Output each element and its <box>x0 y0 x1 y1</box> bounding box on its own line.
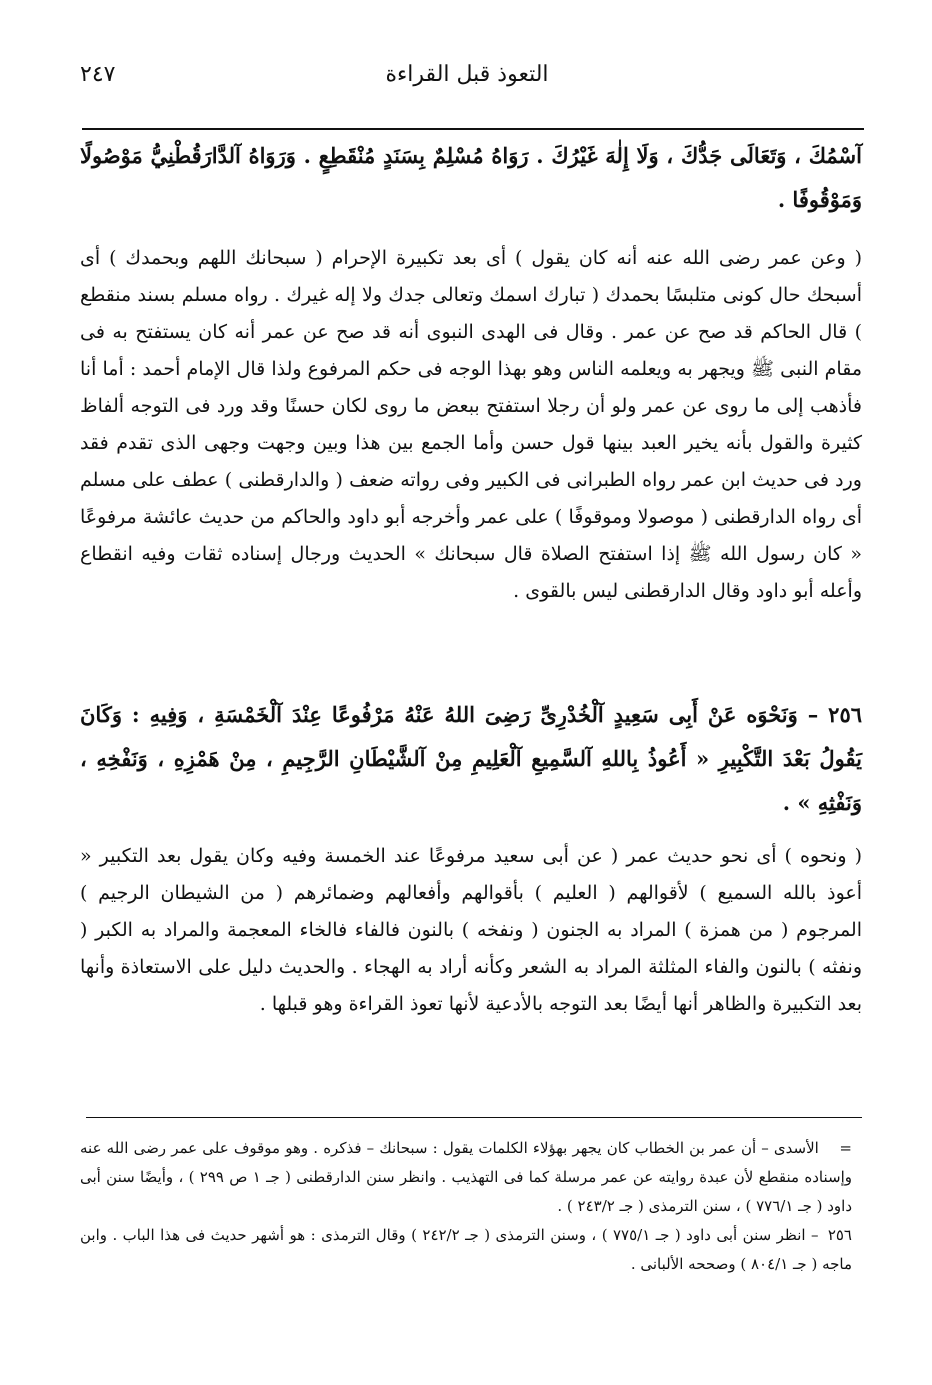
header-rule <box>82 128 864 130</box>
page-number: ٢٤٧ <box>80 62 116 87</box>
footnote-text: الأسدى – أن عمر بن الخطاب كان يجهر بهؤلاء الكلمات يقول : سبحانك – فذكره . وهو موقوف على عمر رضى الله عنه وإسناده منقطع لأن عبدة روايته عن عمر مرسلة كما فى التهذيب . وانظر سنن الدارقطنى ( جـ ١ ص ٢٩٩ ) ، وأيضًا سنن أبى داود ( جـ ٧٧٦/١ ) ، سنن الترمذى ( جـ ٢٤٣/٢ ) . <box>80 1139 852 1215</box>
commentary-2-text: ( ونحوه ) أى نحو حديث عمر ( عن أبى سعيد مرفوعًا عند الخمسة وفيه وكان يقول بعد التكبير « أعوذ بالله السميع ) لأقوالهم ( العليم ) بأقوالهم وأفعالهم وضمائرهم ( من الشيطان الرجيم ) المرجوم ( من همزة ) المراد به الجنون ( ونفخه ) بالنون فالفاء فالخاء المعجمة والمراد به الكبر ( ونفثه ) بالنون والفاء المثلثة المراد به الشعر وكأنه أراد به الهجاء . والحديث دليل على الاستعاذة وأنها بعد التكبيرة والظاهر أنها أيضًا بعد التوجه بالأدعية لأنها تعوذ القراءة وهو قبلها . <box>80 845 862 1015</box>
chapter-title: التعوذ قبل القراءة <box>385 62 549 87</box>
footnotes <box>80 1134 852 1279</box>
hadith-tail-text: آسْمُكَ ، وَتَعَالَى جَدُّكَ ، وَلَا إِلٰهَ غَيْرُكَ . رَوَاهُ مُسْلِمٌ بِسَنَدٍ مُنْقَطِعٍ . وَرَوَاهُ آلدَّارَقُطْنِيُّ مَوْصُولًا وَمَوْقُوفًا . <box>80 143 862 212</box>
footnote-rule <box>86 1117 862 1118</box>
footnote-256 <box>80 1221 852 1279</box>
running-header <box>80 62 854 102</box>
commentary-block-1 <box>80 240 862 610</box>
footnote-continuation <box>80 1134 852 1221</box>
hadith-256-number: ٢٥٦ <box>828 702 863 727</box>
commentary-block-2 <box>80 838 862 1023</box>
hadith-tail-block <box>80 134 862 222</box>
commentary-1-text: ( وعن عمر رضى الله عنه أنه كان يقول ) أى بعد تكبيرة الإحرام ( سبحانك اللهم وبحمدك ) أى أسبحك حال كونى متلبسًا بحمدك ( تبارك اسمك وتعالى جدك ولا إله غيرك . رواه مسلم بسند منقطع ) قال الحاكم قد صح عن عمر . وقال فى الهدى النبوى أنه قد صح عن عمر أنه كان يستفتح به فى مقام النبى ﷺ ويجهر به ويعلمه الناس وهو بهذا الوجه فى حكم المرفوع ولذا قال الإمام أحمد : أما أنا فأذهب إلى ما روى عن عمر ولو أن رجلا استفتح ببعض ما روى لكان حسنًا وقد ورد فى التوجه ألفاظ كثيرة والقول بأنه يخير العبد بينها قول حسن وأما الجمع بين هذا وبين وجهت وجهى الذى تقدم فقد ورد فى حديث ابن عمر رواه الطبرانى فى الكبير وفى رواته ضعف ( والدارقطنى ) عطف على مسلم أى رواه الدارقطنى ( موصولا وموقوفًا ) على عمر وأخرجه أبو داود والحاكم من حديث عائشة مرفوعًا « كان رسول الله ﷺ إذا استفتح الصلاة قال سبحانك » الحديث ورجال إسناده ثقات وفيه انقطاع وأعله أبو داود وقال الدارقطنى ليس بالقوى . <box>80 247 862 602</box>
hadith-256-text: – وَنَحْوَه عَنْ أَبِى سَعِيدٍ آلْخُدْرِىِّ رَضِىَ اللهُ عَنْهُ مَرْفُوعًا عِنْدَ آلْخَمْسَةِ ، وَفِيهِ : وَكَانَ يَقُولُ بَعْدَ التَّكْبِيرِ « أَعُوذُ بِاللهِ آلسَّمِيعِ آلْعَلِيمِ مِنْ آلشَّيْطَانِ الرَّجِيمِ ، مِنْ هَمْزِهِ ، وَنَفْخِهِ ، وَنَفْثِهِ » . <box>80 702 862 815</box>
footnote-mark: ٢٥٦ <box>827 1226 852 1244</box>
hadith-256-block <box>80 693 862 825</box>
footnote-text: – انظر سنن أبى داود ( جـ ٧٧٥/١ ) ، وسنن الترمذى ( جـ ٢٤٢/٢ ) وقال الترمذى : هو أشهر حديث فى هذا الباب . وابن ماجه ( جـ ٨٠٤/١ ) وصححه الألبانى . <box>80 1226 852 1273</box>
footnote-mark: = <box>839 1139 852 1157</box>
